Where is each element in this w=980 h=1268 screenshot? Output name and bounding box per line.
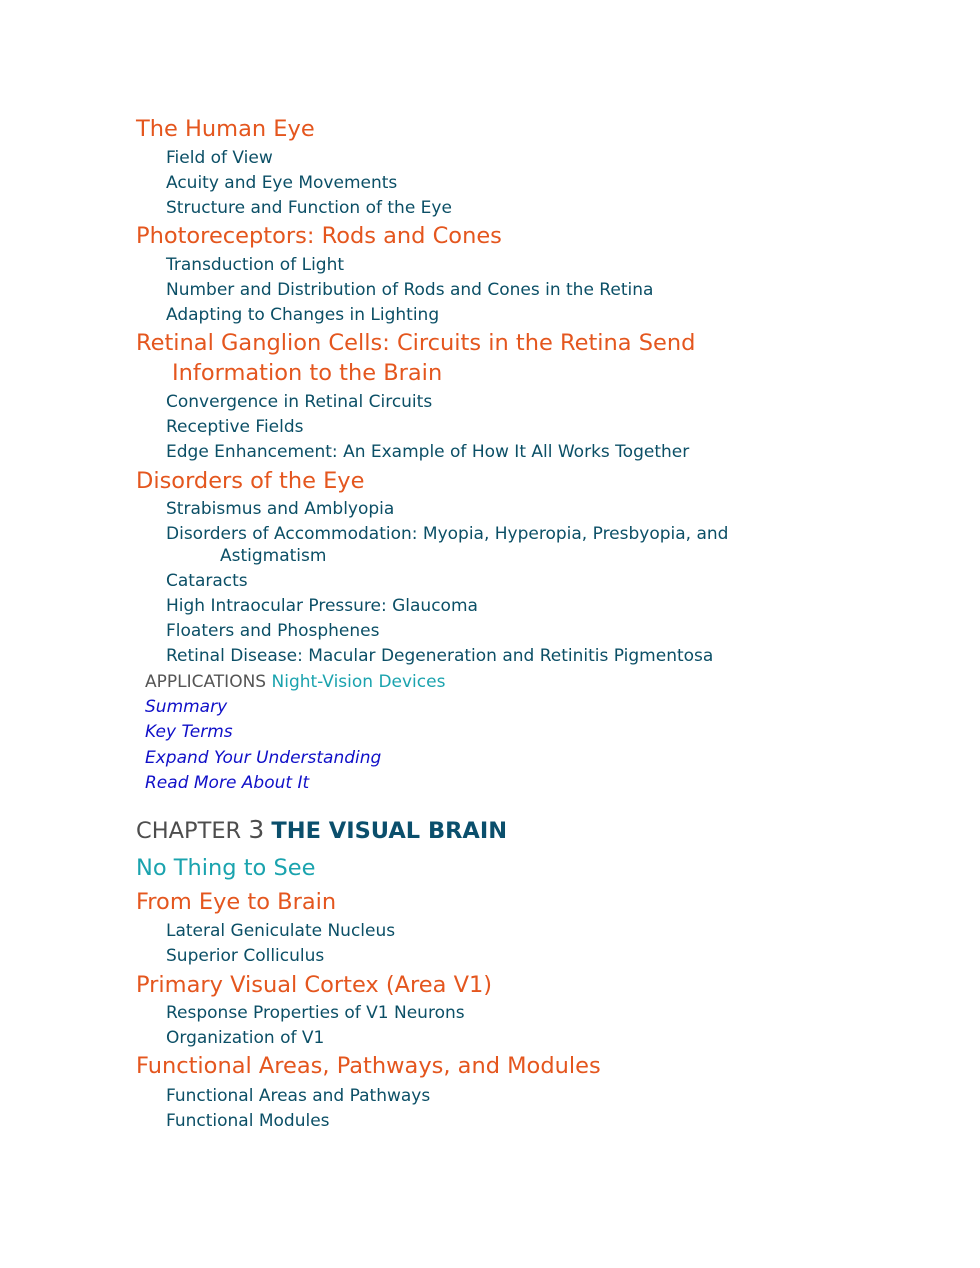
subsection-number-distribution[interactable]: Number and Distribution of Rods and Cones in the Retina bbox=[166, 280, 654, 300]
subsection-field-of-view[interactable]: Field of View bbox=[166, 148, 273, 168]
subsection-functional-modules[interactable]: Functional Modules bbox=[166, 1111, 330, 1131]
section-no-thing-to-see[interactable]: No Thing to See bbox=[136, 855, 316, 881]
subsection-lgn[interactable]: Lateral Geniculate Nucleus bbox=[166, 921, 396, 941]
section-photoreceptors[interactable]: Photoreceptors: Rods and Cones bbox=[136, 223, 502, 249]
subsection-accommodation-line2[interactable]: Astigmatism bbox=[220, 546, 327, 566]
section-retinal-ganglion-line1[interactable]: Retinal Ganglion Cells: Circuits in the Retina Send bbox=[136, 330, 696, 356]
link-key-terms[interactable]: Key Terms bbox=[145, 722, 233, 742]
subsection-accommodation-line1[interactable]: Disorders of Accommodation: Myopia, Hyperopia, Presbyopia, and bbox=[166, 524, 729, 544]
subsection-acuity[interactable]: Acuity and Eye Movements bbox=[166, 173, 398, 193]
subsection-response-properties[interactable]: Response Properties of V1 Neurons bbox=[166, 1003, 465, 1023]
applications-title[interactable]: Night-Vision Devices bbox=[271, 672, 446, 692]
chapter-title: THE VISUAL BRAIN bbox=[271, 818, 508, 844]
subsection-cataracts[interactable]: Cataracts bbox=[166, 571, 248, 591]
subsection-retinal-disease[interactable]: Retinal Disease: Macular Degeneration and Retinitis Pigmentosa bbox=[166, 646, 714, 666]
subsection-structure-function[interactable]: Structure and Function of the Eye bbox=[166, 198, 452, 218]
subsection-edge-enhancement[interactable]: Edge Enhancement: An Example of How It All Works Together bbox=[166, 442, 690, 462]
link-summary[interactable]: Summary bbox=[145, 697, 228, 717]
chapter-heading[interactable] bbox=[136, 815, 507, 844]
subsection-superior-colliculus[interactable]: Superior Colliculus bbox=[166, 946, 325, 966]
subsection-receptive-fields[interactable]: Receptive Fields bbox=[166, 417, 304, 437]
applications-entry[interactable] bbox=[145, 672, 445, 692]
chapter-word: CHAPTER bbox=[136, 818, 242, 844]
subsection-adapting[interactable]: Adapting to Changes in Lighting bbox=[166, 305, 440, 325]
section-from-eye-to-brain[interactable]: From Eye to Brain bbox=[136, 889, 337, 915]
subsection-glaucoma[interactable]: High Intraocular Pressure: Glaucoma bbox=[166, 596, 478, 616]
subsection-transduction[interactable]: Transduction of Light bbox=[166, 255, 345, 275]
subsection-organization-v1[interactable]: Organization of V1 bbox=[166, 1028, 325, 1048]
link-read-more[interactable]: Read More About It bbox=[145, 773, 310, 793]
section-the-human-eye[interactable]: The Human Eye bbox=[136, 116, 315, 142]
applications-label: APPLICATIONS bbox=[145, 672, 267, 692]
section-disorders-of-the-eye[interactable]: Disorders of the Eye bbox=[136, 468, 365, 494]
subsection-floaters[interactable]: Floaters and Phosphenes bbox=[166, 621, 380, 641]
section-retinal-ganglion-line2[interactable]: Information to the Brain bbox=[172, 360, 443, 386]
subsection-convergence[interactable]: Convergence in Retinal Circuits bbox=[166, 392, 433, 412]
chapter-number: 3 bbox=[248, 815, 265, 844]
subsection-strabismus[interactable]: Strabismus and Amblyopia bbox=[166, 499, 395, 519]
link-expand-your-understanding[interactable]: Expand Your Understanding bbox=[145, 748, 382, 768]
section-functional-areas[interactable]: Functional Areas, Pathways, and Modules bbox=[136, 1053, 601, 1079]
subsection-areas-pathways[interactable]: Functional Areas and Pathways bbox=[166, 1086, 431, 1106]
section-primary-visual-cortex[interactable]: Primary Visual Cortex (Area V1) bbox=[136, 972, 493, 998]
